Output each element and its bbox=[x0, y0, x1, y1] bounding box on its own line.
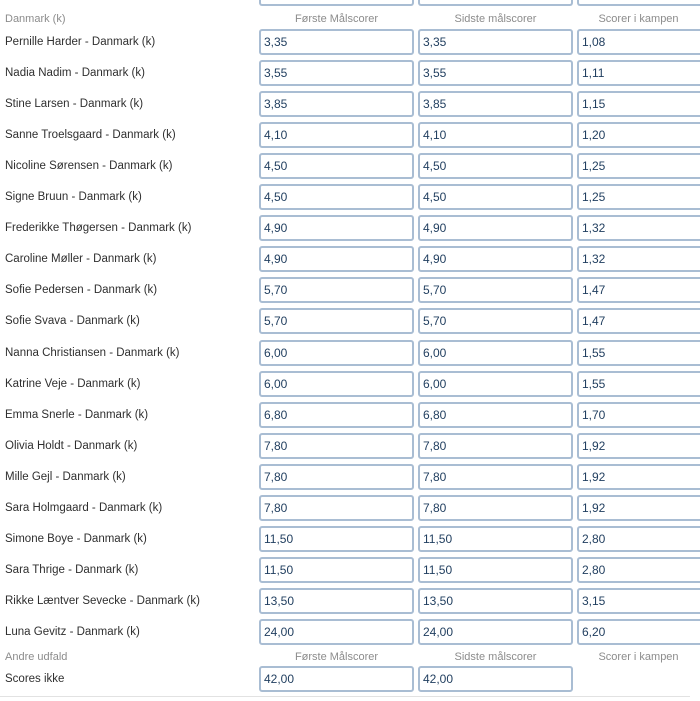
odds-first-scorer-button[interactable]: 13,50 bbox=[259, 588, 414, 614]
table-row bbox=[0, 588, 700, 619]
odds-box-stub[interactable] bbox=[259, 0, 414, 6]
table-row bbox=[0, 91, 700, 122]
odds-anytime-scorer-button[interactable]: 3,15 bbox=[577, 588, 700, 614]
table-row bbox=[0, 29, 700, 60]
column-header-first-scorer: Første Målscorer bbox=[294, 651, 379, 663]
player-name: Luna Gevitz - Danmark (k) bbox=[5, 625, 140, 638]
odds-last-scorer-button[interactable]: 4,90 bbox=[418, 246, 573, 272]
table-row bbox=[0, 464, 700, 495]
player-name: Emma Snerle - Danmark (k) bbox=[5, 408, 149, 421]
table-row bbox=[0, 308, 700, 339]
odds-first-scorer-button[interactable]: 5,70 bbox=[259, 277, 414, 303]
odds-last-scorer-button[interactable]: 24,00 bbox=[418, 619, 573, 645]
column-header-first-scorer: Første Målscorer bbox=[294, 13, 379, 25]
odds-last-scorer-button[interactable]: 11,50 bbox=[418, 526, 573, 552]
player-name: Nanna Christiansen - Danmark (k) bbox=[5, 346, 180, 359]
odds-anytime-scorer-button[interactable]: 1,92 bbox=[577, 464, 700, 490]
table-row bbox=[0, 246, 700, 277]
odds-first-scorer-button[interactable]: 4,90 bbox=[259, 246, 414, 272]
odds-first-scorer-button[interactable]: 4,50 bbox=[259, 184, 414, 210]
odds-anytime-scorer-button[interactable]: 1,25 bbox=[577, 153, 700, 179]
table-row bbox=[0, 666, 700, 697]
table-row bbox=[0, 619, 700, 650]
player-name: Stine Larsen - Danmark (k) bbox=[5, 98, 144, 111]
odds-anytime-scorer-button[interactable]: 1,32 bbox=[577, 215, 700, 241]
odds-first-scorer-button[interactable]: 3,35 bbox=[259, 29, 414, 55]
odds-anytime-scorer-button[interactable]: 1,70 bbox=[577, 402, 700, 428]
table-row bbox=[0, 402, 700, 433]
odds-first-scorer-button[interactable]: 6,00 bbox=[259, 340, 414, 366]
player-name: Pernille Harder - Danmark (k) bbox=[5, 36, 156, 48]
player-name: Nicoline Sørensen - Danmark (k) bbox=[5, 160, 173, 173]
player-name: Nadia Nadim - Danmark (k) bbox=[5, 67, 145, 80]
table-row bbox=[0, 495, 700, 526]
table-row bbox=[0, 557, 700, 588]
section-title-danmark: Danmark (k) bbox=[5, 13, 66, 25]
column-header-last-scorer: Sidste målscorer bbox=[454, 13, 537, 25]
odds-anytime-scorer-button[interactable]: 1,47 bbox=[577, 277, 700, 303]
column-header-anytime-scorer: Scorer i kampen bbox=[598, 651, 679, 663]
table-row bbox=[0, 60, 700, 91]
player-name: Sofie Pedersen - Danmark (k) bbox=[5, 284, 158, 297]
odds-anytime-scorer-button[interactable]: 1,92 bbox=[577, 495, 700, 521]
odds-last-scorer-button[interactable]: 7,80 bbox=[418, 464, 573, 490]
odds-anytime-scorer-button[interactable]: 1,25 bbox=[577, 184, 700, 210]
odds-anytime-scorer-button[interactable]: 2,80 bbox=[577, 557, 700, 583]
odds-first-scorer-button[interactable]: 4,50 bbox=[259, 153, 414, 179]
odds-anytime-scorer-button[interactable]: 1,55 bbox=[577, 340, 700, 366]
player-name: Rikke Læntver Sevecke - Danmark (k) bbox=[5, 594, 200, 607]
section-title-other-outcomes: Andre udfald bbox=[5, 651, 68, 663]
table-row bbox=[0, 153, 700, 184]
odds-last-scorer-button[interactable]: 13,50 bbox=[418, 588, 573, 614]
table-row bbox=[0, 371, 700, 402]
odds-first-scorer-button[interactable]: 24,00 bbox=[259, 619, 414, 645]
table-row bbox=[0, 215, 700, 246]
odds-last-scorer-button[interactable]: 7,80 bbox=[418, 433, 573, 459]
odds-anytime-scorer-button[interactable]: 1,20 bbox=[577, 122, 700, 148]
odds-last-scorer-button[interactable]: 4,50 bbox=[418, 184, 573, 210]
odds-first-scorer-button[interactable]: 7,80 bbox=[259, 495, 414, 521]
odds-anytime-scorer-button[interactable]: 1,92 bbox=[577, 433, 700, 459]
odds-last-scorer-button[interactable]: 42,00 bbox=[418, 666, 573, 692]
odds-anytime-scorer-button[interactable]: 1,15 bbox=[577, 91, 700, 117]
player-name: Mille Gejl - Danmark (k) bbox=[5, 470, 126, 483]
odds-first-scorer-button[interactable]: 7,80 bbox=[259, 464, 414, 490]
odds-anytime-scorer-button[interactable]: 1,08 bbox=[577, 29, 700, 55]
odds-anytime-scorer-button[interactable]: 1,47 bbox=[577, 308, 700, 334]
odds-last-scorer-button[interactable]: 6,00 bbox=[418, 340, 573, 366]
table-row bbox=[0, 433, 700, 464]
odds-first-scorer-button[interactable]: 6,00 bbox=[259, 371, 414, 397]
odds-last-scorer-button[interactable]: 5,70 bbox=[418, 308, 573, 334]
table-row bbox=[0, 122, 700, 153]
odds-last-scorer-button[interactable]: 6,00 bbox=[418, 371, 573, 397]
column-header-last-scorer: Sidste målscorer bbox=[454, 651, 537, 663]
odds-anytime-scorer-button[interactable]: 1,55 bbox=[577, 371, 700, 397]
odds-first-scorer-button[interactable]: 3,55 bbox=[259, 60, 414, 86]
odds-box-stub[interactable] bbox=[418, 0, 573, 6]
odds-first-scorer-button[interactable]: 11,50 bbox=[259, 557, 414, 583]
odds-last-scorer-button[interactable]: 3,35 bbox=[418, 29, 573, 55]
player-name: Signe Bruun - Danmark (k) bbox=[5, 191, 142, 204]
player-name: Sanne Troelsgaard - Danmark (k) bbox=[5, 129, 176, 142]
previous-row-stubs bbox=[0, 0, 700, 8]
table-row bbox=[0, 526, 700, 557]
column-header-anytime-scorer: Scorer i kampen bbox=[598, 13, 679, 25]
table-row bbox=[0, 340, 700, 371]
odds-last-scorer-button[interactable]: 3,55 bbox=[418, 60, 573, 86]
odds-anytime-scorer-button[interactable]: 6,20 bbox=[577, 619, 700, 645]
player-name: Frederikke Thøgersen - Danmark (k) bbox=[5, 222, 192, 235]
odds-first-scorer-button[interactable]: 11,50 bbox=[259, 526, 414, 552]
odds-last-scorer-button[interactable]: 4,90 bbox=[418, 215, 573, 241]
odds-box-stub[interactable] bbox=[577, 0, 700, 6]
odds-last-scorer-button[interactable]: 6,80 bbox=[418, 402, 573, 428]
player-name: Simone Boye - Danmark (k) bbox=[5, 532, 147, 545]
player-name: Sara Holmgaard - Danmark (k) bbox=[5, 501, 163, 514]
odds-last-scorer-button[interactable]: 7,80 bbox=[418, 495, 573, 521]
odds-anytime-scorer-button[interactable]: 1,11 bbox=[577, 60, 700, 86]
odds-last-scorer-button[interactable]: 5,70 bbox=[418, 277, 573, 303]
odds-first-scorer-button[interactable]: 3,85 bbox=[259, 91, 414, 117]
odds-last-scorer-button[interactable]: 4,50 bbox=[418, 153, 573, 179]
player-name: Sara Thrige - Danmark (k) bbox=[5, 563, 139, 576]
odds-first-scorer-button[interactable]: 7,80 bbox=[259, 433, 414, 459]
odds-last-scorer-button[interactable]: 11,50 bbox=[418, 557, 573, 583]
odds-last-scorer-button[interactable]: 4,10 bbox=[418, 122, 573, 148]
odds-last-scorer-button[interactable]: 3,85 bbox=[418, 91, 573, 117]
player-name: Olivia Holdt - Danmark (k) bbox=[5, 439, 138, 452]
table-row bbox=[0, 184, 700, 215]
odds-anytime-scorer-button[interactable]: 1,32 bbox=[577, 246, 700, 272]
player-name: Caroline Møller - Danmark (k) bbox=[5, 253, 157, 266]
odds-first-scorer-button[interactable]: 42,00 bbox=[259, 666, 414, 692]
divider bbox=[0, 696, 690, 697]
odds-first-scorer-button[interactable]: 5,70 bbox=[259, 308, 414, 334]
table-row bbox=[0, 277, 700, 308]
odds-first-scorer-button[interactable]: 4,90 bbox=[259, 215, 414, 241]
player-name: Scores ikke bbox=[5, 673, 65, 685]
player-name: Katrine Veje - Danmark (k) bbox=[5, 377, 141, 390]
odds-anytime-scorer-button[interactable]: 2,80 bbox=[577, 526, 700, 552]
odds-first-scorer-button[interactable]: 4,10 bbox=[259, 122, 414, 148]
player-name: Sofie Svava - Danmark (k) bbox=[5, 315, 140, 328]
odds-first-scorer-button[interactable]: 6,80 bbox=[259, 402, 414, 428]
